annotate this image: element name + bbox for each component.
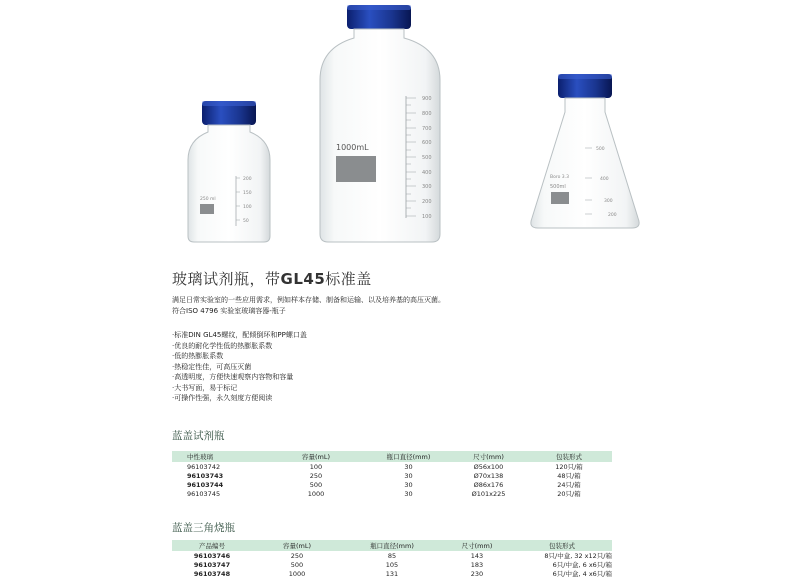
big-scale-label: 100 xyxy=(422,214,432,220)
table-cell: 230 xyxy=(470,569,484,578)
table-cell: 30 xyxy=(404,480,413,489)
table-cell: Ø101x225 xyxy=(471,489,506,498)
small-bottle-volume-label: 250 ml xyxy=(200,197,216,202)
table-cell: Ø56x100 xyxy=(473,462,504,471)
big-scale-label: 700 xyxy=(422,126,432,132)
table-row xyxy=(172,480,612,489)
big-scale-label: 600 xyxy=(422,140,432,146)
feature-item: ·大书写面，易于标记 xyxy=(172,383,238,392)
big-scale-label: 300 xyxy=(422,184,432,190)
product-photo xyxy=(180,0,650,256)
section-title-reagent-bottle: 蓝盖试剂瓶 xyxy=(172,430,225,442)
description-line: 满足日常实验室的一些应用需求，例如样本存储、制备和运输、以及培养基的高压灭菌。 xyxy=(172,296,445,304)
title-bold: GL45 xyxy=(280,270,326,288)
small-bottle xyxy=(188,101,270,242)
big-scale-label: 800 xyxy=(422,111,432,117)
feature-item: ·标准DIN GL45螺纹，配倾倒环和PP螺口盖 xyxy=(172,331,307,339)
small-scale-label: 50 xyxy=(243,219,249,224)
feature-item: ·高透明度，方便快速观察内容物和容量 xyxy=(172,373,294,381)
small-scale-label: 200 xyxy=(243,177,252,182)
table-row xyxy=(172,560,612,569)
small-scale-label: 100 xyxy=(243,205,252,210)
table-row xyxy=(172,569,612,578)
table-cell: 6只/中盒, 6 x6只/箱 xyxy=(552,561,612,569)
table-cell: 96103747 xyxy=(193,560,231,569)
section-title-erlenmeyer-flask: 蓝盖三角烧瓶 xyxy=(172,522,235,534)
column-header: 尺寸(mm) xyxy=(451,451,526,462)
big-bottle-volume-label: 1000mL xyxy=(336,143,369,152)
title-suffix: 标准盖 xyxy=(325,270,372,288)
product-title xyxy=(172,268,372,289)
table-cell: Ø86x176 xyxy=(473,480,504,489)
table-cell: Ø70x138 xyxy=(473,471,504,480)
table-cell: 500 xyxy=(309,480,323,489)
feature-item: ·低的热膨胀系数 xyxy=(172,352,224,360)
table-cell: 96103746 xyxy=(193,551,231,560)
big-bottle xyxy=(320,5,440,242)
table-cell: 1000 xyxy=(307,489,325,498)
table-cell: 100 xyxy=(309,462,323,471)
table-cell: 6只/中盒, 4 x6只/箱 xyxy=(552,570,612,578)
table-cell: 30 xyxy=(404,462,413,471)
column-header: 包装形式 xyxy=(512,540,612,551)
table-cell: 250 xyxy=(290,551,304,560)
table-cell: 105 xyxy=(385,560,399,569)
erlenmeyer-flask-table xyxy=(172,540,612,578)
table-header-row xyxy=(172,451,612,462)
flask-brand-label: Boro 3.3 xyxy=(550,175,569,180)
flask-scale-label: 200 xyxy=(608,213,617,218)
table-cell: 96103744 xyxy=(187,480,224,489)
table-cell: 30 xyxy=(404,489,413,498)
table-cell: 24只/箱 xyxy=(557,481,581,489)
table-cell: 8只/中盒, 32 x12只/箱 xyxy=(544,552,612,560)
feature-item: ·可操作性强，永久刻度方便阅读 xyxy=(172,394,273,402)
table-cell: 250 xyxy=(309,471,323,480)
table-cell: 143 xyxy=(470,551,484,560)
flask-scale-label: 400 xyxy=(600,177,609,182)
table-cell: 120只/箱 xyxy=(555,463,583,471)
table-row xyxy=(172,462,612,471)
column-header: 瓶口直径(mm) xyxy=(366,451,451,462)
table-header-row xyxy=(172,540,612,551)
column-header: 容量(mL) xyxy=(266,451,366,462)
table-cell: 96103743 xyxy=(187,471,224,480)
feature-list xyxy=(172,330,307,404)
big-scale-label: 200 xyxy=(422,199,432,205)
big-scale-label: 400 xyxy=(422,170,432,176)
big-bottle-scale xyxy=(422,96,432,220)
column-header: 瓶口直径(mm) xyxy=(342,540,442,551)
big-scale-label: 900 xyxy=(422,96,432,102)
flask-scale-label: 300 xyxy=(604,199,613,204)
description-line: 符合ISO 4796 实验室玻璃容器-瓶子 xyxy=(172,306,286,315)
column-header: 产品编号 xyxy=(172,540,252,551)
table-cell: 1000 xyxy=(288,569,306,578)
table-cell: 30 xyxy=(404,471,413,480)
table-cell: 85 xyxy=(387,551,397,560)
column-header: 中性玻璃 xyxy=(172,451,266,462)
flask-scale-label: 500 xyxy=(596,147,605,152)
table-row xyxy=(172,489,612,498)
product-description xyxy=(172,295,445,316)
table-cell: 96103748 xyxy=(193,569,231,578)
table-row xyxy=(172,471,612,480)
reagent-bottle-table xyxy=(172,451,612,498)
table-cell: 500 xyxy=(290,560,304,569)
small-scale-label: 150 xyxy=(243,191,252,196)
column-header: 尺寸(mm) xyxy=(442,540,512,551)
table-cell: 131 xyxy=(385,569,399,578)
table-row xyxy=(172,551,612,560)
table-cell: 20只/箱 xyxy=(557,490,581,498)
feature-item: ·热稳定性佳，可高压灭菌 xyxy=(172,362,252,371)
flask-volume-label: 500ml xyxy=(550,184,566,190)
table-cell: 183 xyxy=(470,560,484,569)
column-header: 包装形式 xyxy=(526,451,612,462)
title-prefix: 玻璃试剂瓶，带 xyxy=(172,270,281,288)
table-cell: 48只/箱 xyxy=(557,472,581,480)
table-cell: 96103745 xyxy=(187,489,221,498)
big-scale-label: 500 xyxy=(422,155,432,161)
feature-item: ·优良的耐化学性低的热膨胀系数 xyxy=(172,341,273,350)
table-cell: 96103742 xyxy=(187,462,221,471)
erlenmeyer-flask xyxy=(531,74,639,228)
column-header: 容量(mL) xyxy=(252,540,342,551)
